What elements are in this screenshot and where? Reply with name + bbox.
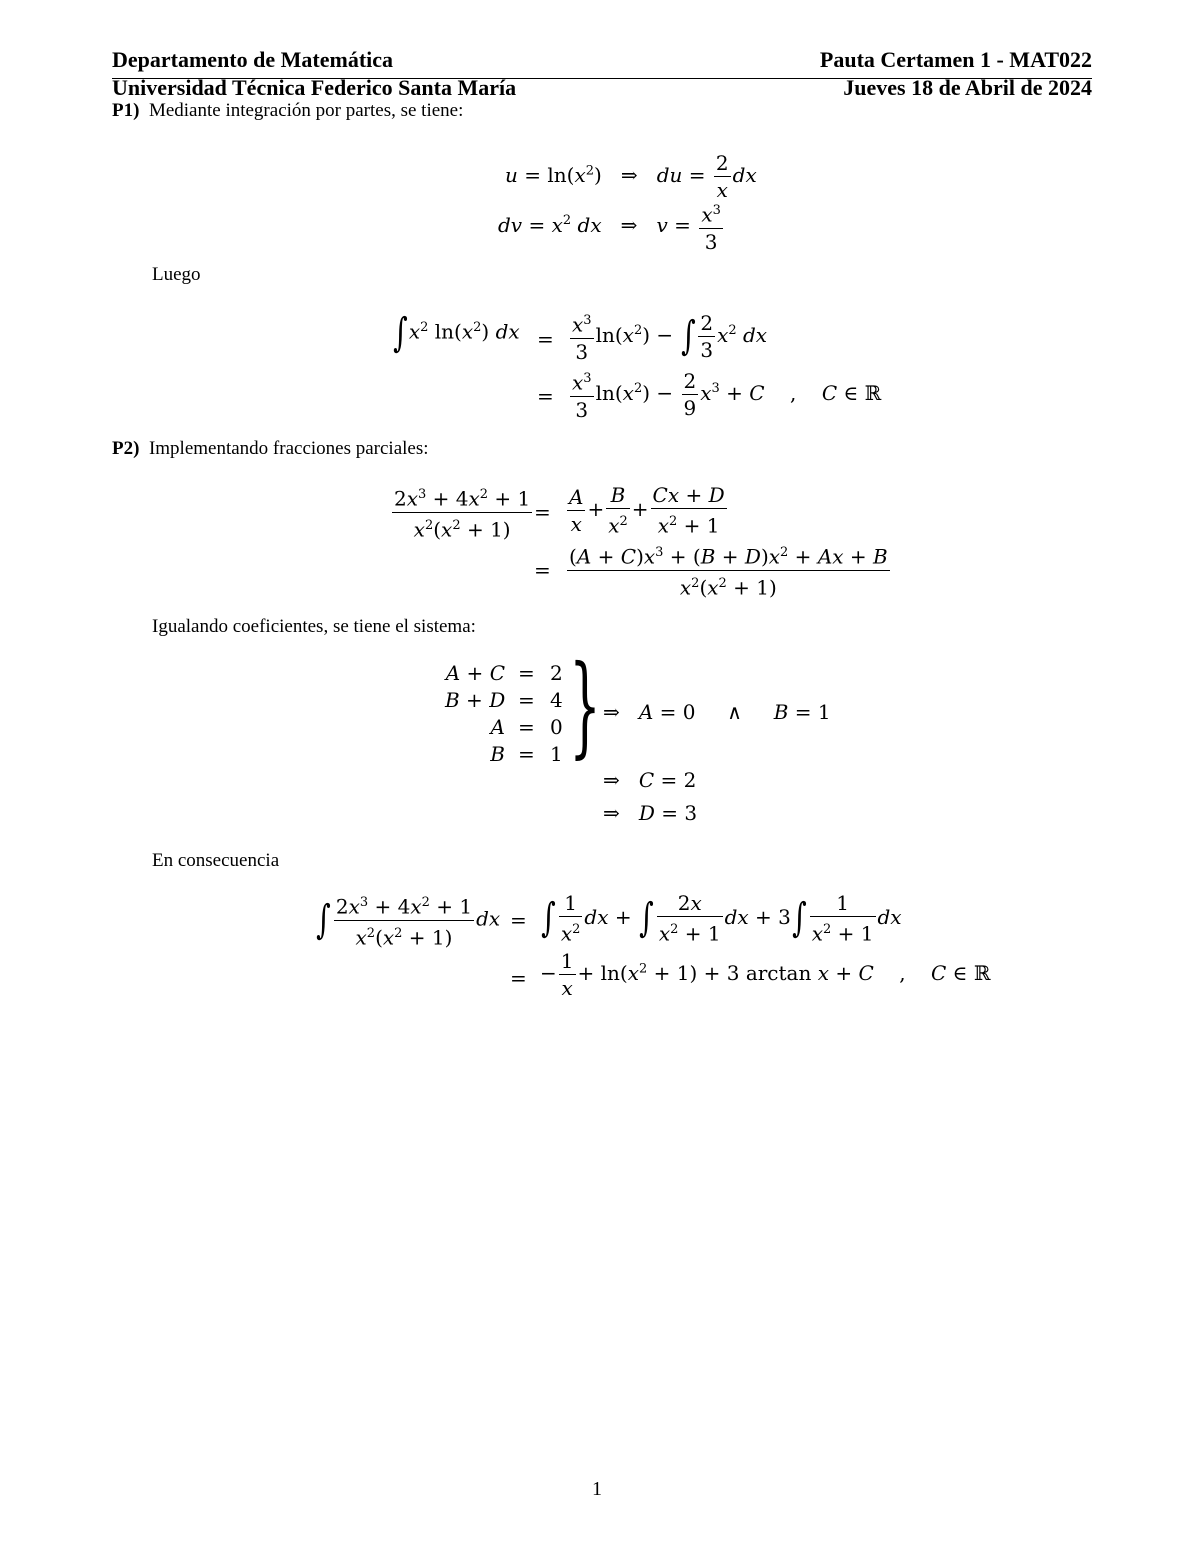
exam-date: Jueves 18 de Abril de 2024 xyxy=(843,75,1092,100)
page-number: 1 xyxy=(592,1478,602,1500)
p1-integral-rhs-1: $\frac{x^3}{3}$ $\ln(x^2)$ − ∫ $\frac{2}{3}$ $x^2$ dx xyxy=(568,308,767,365)
p1-eq-sign-1: = xyxy=(537,327,554,351)
p2-label: P2) xyxy=(112,438,140,459)
p2-fraction-lhs: $\frac{2x^3 + 4x^2 + 1}{x^2(x^2 + 1)}$ xyxy=(390,482,534,542)
final-eq-sign-2: = xyxy=(510,966,527,990)
p2-eq-sign-1: = xyxy=(534,500,551,524)
p1-integral-rhs-2: $\frac{x^3}{3}$ $\ln(x^2)$ − $\frac{2}{9}$ $x^3 + C$ , C ∈ ℝ xyxy=(568,366,881,423)
header-rule xyxy=(112,78,1092,79)
final-integral-result: − $\frac{1}{x}$ + $\ln(x^2 + 1) + 3$ arctan x + C , C ∈ ℝ xyxy=(540,949,991,1000)
system-lhs: A + C B + D A B xyxy=(445,661,506,766)
p2-combined-fraction: $\frac{(A + C)x^3 + (B + D)x^2 + Ax + B}{x^2(x^2 + 1)}$ xyxy=(565,540,892,600)
final-integral-rhs-1: ∫ $\frac{1}{x^2}$ dx + ∫ $\frac{2x}{x^2 + 1}$ dx + 3∫ $\frac{1}{x^2 + 1}$ dx xyxy=(541,891,902,946)
p2-heading xyxy=(112,438,429,460)
header-left xyxy=(112,46,516,102)
p1-eq-sign-2: = xyxy=(537,384,554,408)
exam-title: Pauta Certamen 1 - MAT022 xyxy=(819,47,1092,72)
p2-partial-fractions: $\frac{A}{x}$ + $\frac{B}{x^2}$ + $\frac{Cx + D}{x^2 + 1}$ xyxy=(569,483,725,538)
p2-eq-sign-2: = xyxy=(534,558,551,582)
p1-intro: Mediante integración por partes, se tiene: xyxy=(148,100,464,121)
p2-consequence: En consecuencia xyxy=(152,850,280,871)
p1-luego: Luego xyxy=(152,264,201,285)
department-name: Departamento de Matemática xyxy=(112,47,394,72)
system-result-c: ⇒ C = 2 xyxy=(603,768,697,792)
final-integral-lhs: ∫ $\frac{2x^3 + 4x^2 + 1}{x^2(x^2 + 1)}$ dx xyxy=(315,890,500,950)
system-eq-signs: = = = = xyxy=(518,661,535,766)
p1-eq-v: dv = $x^2$ dx ⇒ v = $\frac{x^3}{3}$ xyxy=(498,198,725,255)
p2-system-intro: Igualando coeficientes, se tiene el sistema: xyxy=(152,616,476,637)
p1-eq-u: $u = \ln(x^2)$ ⇒ du = $\frac{2}{x}$ dx xyxy=(505,151,757,202)
system-brace: } xyxy=(569,641,601,769)
p1-integral-lhs: $\int x^2$ $\ln(x^2)$ dx xyxy=(393,310,520,356)
system-result-ab: ⇒ A = 0 ∧ B = 1 xyxy=(603,700,831,724)
system-result-d: ⇒ D = 3 xyxy=(603,801,698,825)
p1-label: P1) xyxy=(112,100,140,121)
header-right xyxy=(820,46,1092,102)
system-rhs: 2 4 0 1 xyxy=(550,661,563,766)
final-eq-sign-1: = xyxy=(510,908,527,932)
p2-intro: Implementando fracciones parciales: xyxy=(148,438,429,459)
university-name: Universidad Técnica Federico Santa María xyxy=(112,75,517,100)
p1-heading xyxy=(112,100,463,122)
